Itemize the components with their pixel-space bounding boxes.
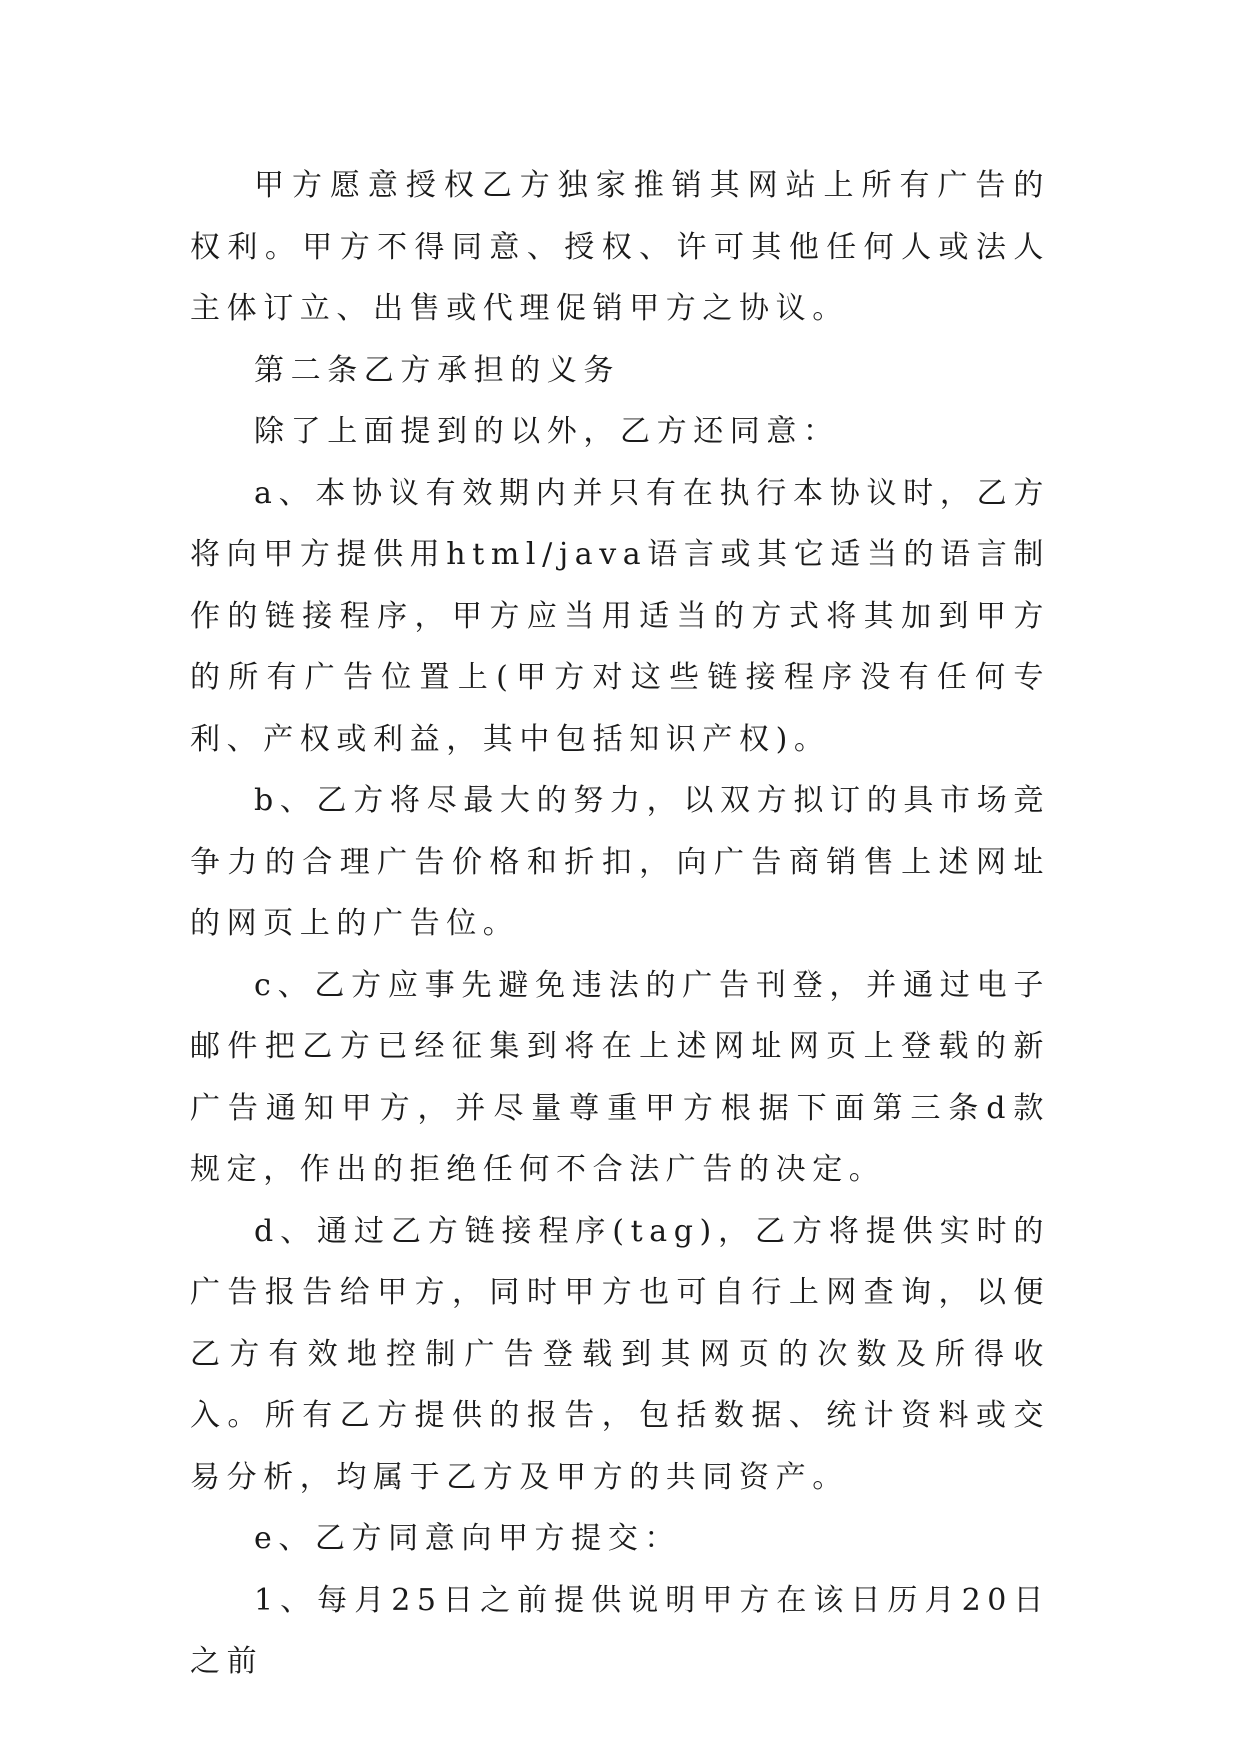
paragraph-item-b: b、乙方将尽最大的努力，以双方拟订的具市场竞争力的合理广告价格和折扣，向广告商销售上述网址的网页上的广告位。 — [190, 783, 1050, 941]
paragraph-item-1: 1、每月25日之前提供说明甲方在该日历月20日之前 — [190, 1582, 1050, 1679]
paragraph-item-d: d、通过乙方链接程序(tag)，乙方将提供实时的广告报告给甲方，同时甲方也可自行上网查询，以便乙方有效地控制广告登载到其网页的次数及所得收入。所有乙方提供的报告，包括数据、统计资料或交易分析，均属于乙方及甲方的共同资产。 — [190, 1213, 1050, 1495]
document-body — [190, 155, 1050, 1693]
paragraph-item-e: e、乙方同意向甲方提交： — [254, 1521, 681, 1556]
section-heading-article-2: 第二条乙方承担的义务 — [254, 352, 620, 388]
paragraph-item-c: c、乙方应事先避免违法的广告刊登，并通过电子邮件把乙方已经征集到将在上述网址网页上登载的新广告通知甲方，并尽量尊重甲方根据下面第三条d款规定，作出的拒绝任何不合法广告的决定。 — [190, 967, 1050, 1187]
paragraph-grant-rights: 甲方愿意授权乙方独家推销其网站上所有广告的权利。甲方不得同意、授权、许可其他任何人或法人主体订立、出售或代理促销甲方之协议。 — [190, 168, 1050, 326]
paragraph-item-a: a、本协议有效期内并只有在执行本协议时，乙方将向甲方提供用html/java语言或其它适当的语言制作的链接程序，甲方应当用适当的方式将其加到甲方的所有广告位置上(甲方对这些链接程序没有任何专利、产权或利益，其中包括知识产权)。 — [190, 475, 1050, 757]
paragraph-intro: 除了上面提到的以外，乙方还同意： — [254, 414, 840, 449]
